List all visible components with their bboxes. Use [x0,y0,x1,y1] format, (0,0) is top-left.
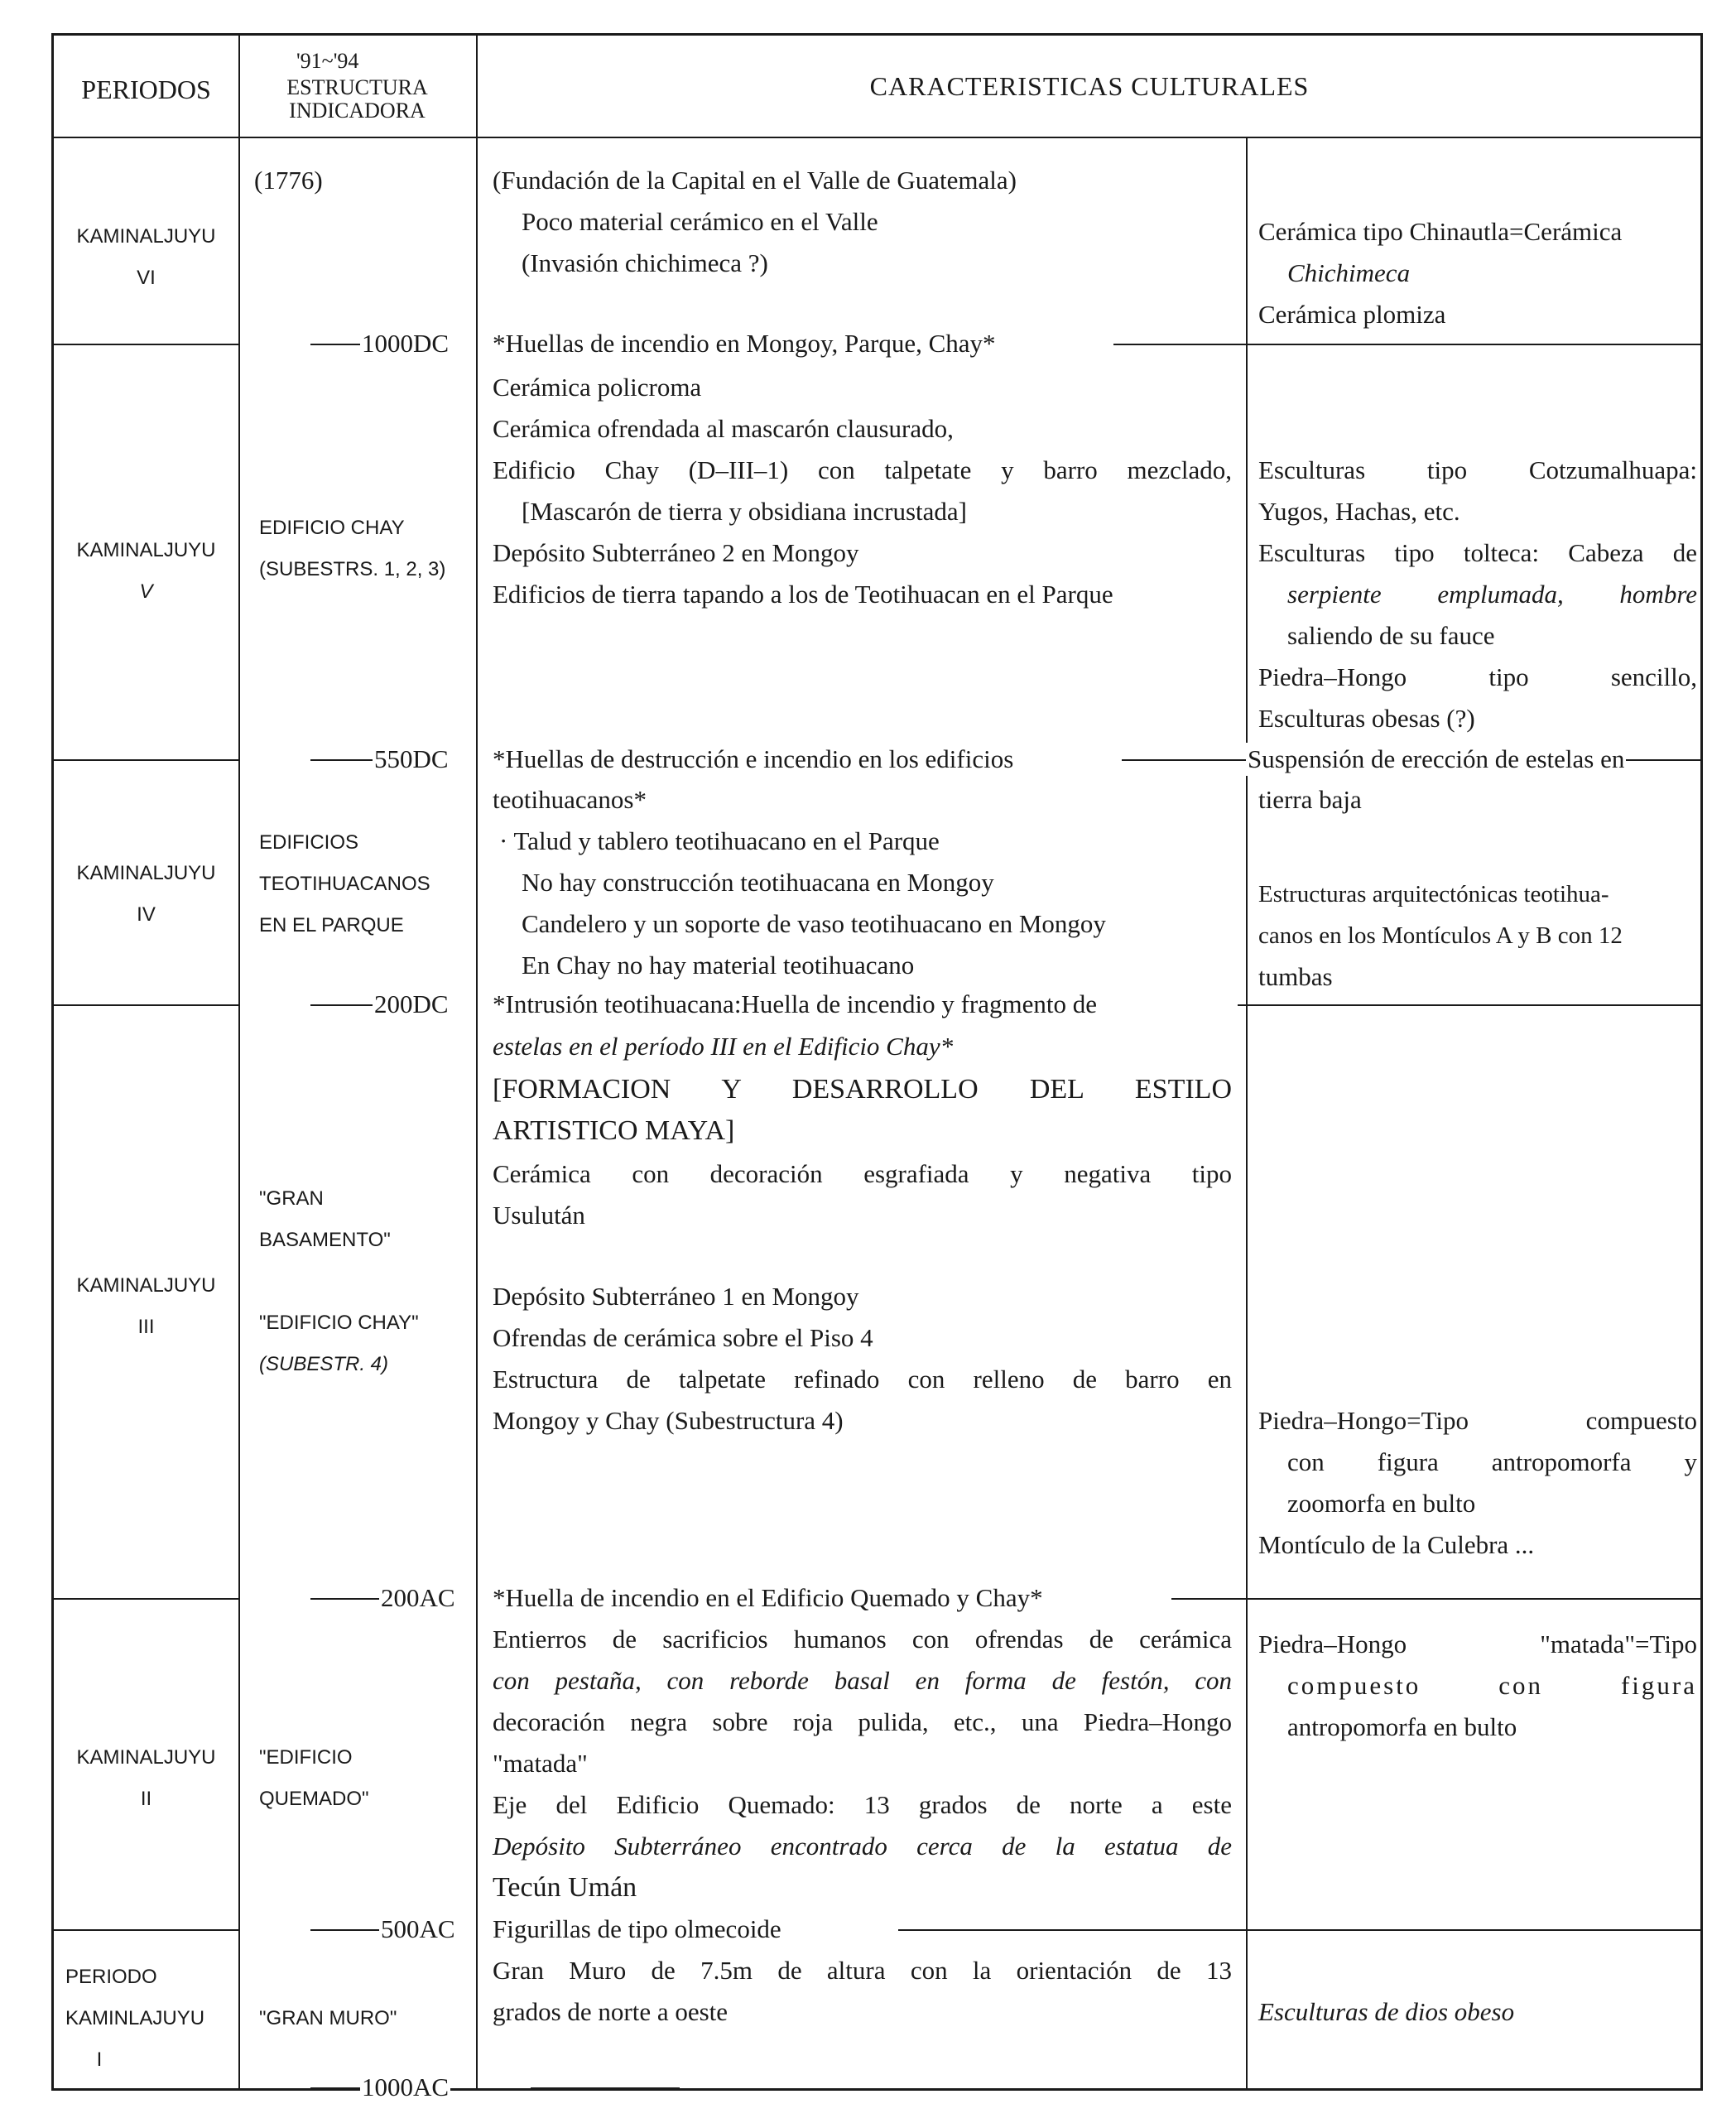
feature-line: saliendo de su fauce [1287,621,1495,650]
feature-line: compuesto con figura [1287,1671,1697,1700]
period-numeral: VI [137,267,156,289]
characteristic-line: grados de norte a oeste [493,1997,729,2026]
period-divider [54,344,238,345]
characteristic-line: decoración negra sobre roja pulida, etc., una Piedra–Hongo [493,1707,1232,1736]
feature-line: Piedra–Hongo tipo sencillo, [1258,662,1697,691]
date-label: 200AC [379,1581,457,1615]
feature-line: Cerámica tipo Chinautla=Cerámica [1258,217,1623,246]
column-divider [1246,138,1248,2088]
column-divider [238,36,240,2088]
date-label: 1000DC [360,327,450,360]
structure-label: (SUBESTR. 4) [259,1353,389,1375]
characteristic-line: · Talud y tablero teotihuacano en el Parque [499,826,940,855]
feature-line: Esculturas obesas (?) [1258,704,1475,733]
characteristic-line: ARTISTICO MAYA] [493,1115,735,1146]
feature-line: tierra baja [1258,785,1362,814]
period-name: KAMINALJUYU [76,862,216,884]
structure-label: EDIFICIOS [259,831,359,854]
characteristic-line: (Invasión chichimeca ?) [522,248,768,277]
feature-line: Esculturas tipo tolteca: Cabeza de [1258,538,1697,567]
period-name: KAMINALJUYU [76,1274,216,1297]
period-numeral: I [96,2048,103,2071]
feature-line: zoomorfa en bulto [1287,1489,1476,1518]
structure-label: EDIFICIO CHAY [259,517,405,539]
feature-line: serpiente emplumada, hombre [1287,580,1697,609]
structure-label: "EDIFICIO [259,1746,353,1769]
period-divider [54,1004,238,1006]
characteristic-line: Cerámica ofrendada al mascarón clausurado, [493,414,954,443]
characteristic-line: Candelero y un soporte de vaso teotihuacano en Mongoy [522,909,1106,938]
event-line: Figurillas de tipo olmecoide [491,1913,783,1946]
feature-line: Estructuras arquitectónicas teotihua- [1258,881,1609,907]
characteristic-line: teotihuacanos* [493,785,647,814]
characteristic-line: Eje del Edificio Quemado: 13 grados de norte a este [493,1790,1232,1819]
header-estructura-years: '91~'94 [296,49,359,73]
period-numeral: V [139,580,153,603]
characteristic-line: Gran Muro de 7.5m de altura con la orientación de 13 [493,1956,1232,1985]
period-divider [1238,1004,1700,1006]
feature-line: Piedra–Hongo "matada"=Tipo [1258,1630,1697,1658]
header-indicadora: INDICADORA [289,99,426,123]
period-name: KAMINALJUYU [76,539,216,561]
characteristic-line: Depósito Subterráneo 1 en Mongoy [493,1282,859,1311]
period-divider [898,1929,1700,1931]
period-numeral: III [137,1316,155,1338]
period-numeral: II [140,1788,152,1810]
characteristic-line: Estructura de talpetate refinado con relleno de barro en [493,1365,1232,1394]
characteristic-line: con pestaña, con reborde basal en forma de festón, con [493,1666,1232,1695]
characteristic-line: Depósito Subterráneo encontrado cerca de la estatua de [493,1832,1232,1861]
period-name: KAMINALJUYU [76,225,216,248]
period-divider [54,1598,238,1600]
event-line: *Intrusión teotihuacana:Huella de incendio y fragmento de [491,988,1099,1021]
period-divider [1113,344,1700,345]
structure-label: EN EL PARQUE [259,914,404,936]
feature-line: Chichimeca [1287,258,1411,287]
characteristic-line: Tecún Umán [493,1872,637,1903]
period-divider [54,759,238,761]
feature-line: antropomorfa en bulto [1287,1712,1517,1741]
feature-line: Piedra–Hongo=Tipo compuesto [1258,1406,1697,1435]
feature-line: con figura antropomorfa y [1287,1447,1697,1476]
characteristic-line: (Fundación de la Capital en el Valle de Guatemala) [493,166,1017,195]
characteristic-line: Mongoy y Chay (Subestructura 4) [493,1406,844,1435]
feature-line: Esculturas de dios obeso [1258,1997,1515,2026]
characteristic-line: En Chay no hay material teotihuacano [522,951,915,980]
date-label: 500AC [379,1913,457,1946]
characteristic-line: Edificios de tierra tapando a los de Teotihuacan en el Parque [493,580,1113,609]
period-numeral: IV [137,903,156,926]
structure-label: (1776) [254,166,323,195]
date-label: 200DC [373,988,450,1021]
characteristic-line: Ofrendas de cerámica sobre el Piso 4 [493,1323,873,1352]
feature-line: Cerámica plomiza [1258,300,1446,329]
characteristic-line: [Mascarón de tierra y obsidiana incrustada] [522,497,967,526]
characteristic-line: Usulután [493,1201,585,1230]
characteristic-line: Cerámica policroma [493,373,702,402]
structure-label: "GRAN [259,1187,324,1210]
structure-label: "GRAN MURO" [259,2007,397,2029]
feature-line: Yugos, Hachas, etc. [1258,497,1460,526]
header-divider [54,137,1700,138]
characteristic-line: Poco material cerámico en el Valle [522,207,878,236]
header-estructura: ESTRUCTURA [286,75,428,99]
characteristic-line: Entierros de sacrificios humanos con ofrendas de cerámica [493,1625,1232,1654]
feature-line: Suspensión de erección de estelas en [1246,743,1626,776]
date-label: 1000AC [360,2071,450,2104]
period-name: KAMINALJUYU [76,1746,216,1769]
feature-line: Esculturas tipo Cotzumalhuapa: [1258,455,1697,484]
period-name: KAMINLAJUYU [65,2007,205,2029]
feature-line: canos en los Montículos A y B con 12 [1258,922,1623,949]
structure-label: BASAMENTO" [259,1229,391,1251]
period-name: PERIODO [65,1966,157,1988]
header-caracteristicas: CARACTERISTICAS CULTURALES [869,71,1310,101]
structure-label: "EDIFICIO CHAY" [259,1312,419,1334]
date-tick [531,2087,680,2089]
characteristic-line: No hay construcción teotihuacana en Mongoy [522,868,994,897]
feature-line: tumbas [1258,962,1333,991]
characteristic-line: estelas en el período III en el Edificio Chay* [493,1032,954,1061]
chronology-table [51,33,1703,2101]
structure-label: QUEMADO" [259,1788,369,1810]
date-label: 550DC [373,743,450,776]
event-line: *Huella de incendio en el Edificio Quemado y Chay* [491,1581,1045,1615]
characteristic-line: [FORMACION Y DESARROLLO DEL ESTILO [493,1074,1232,1105]
event-line: *Huellas de incendio en Mongoy, Parque, Chay* [491,327,998,360]
characteristic-line: Edificio Chay (D–III–1) con talpetate y barro mezclado, [493,455,1232,484]
header-periodos: PERIODOS [81,75,211,104]
column-divider [476,36,478,2088]
period-divider [1171,1598,1700,1600]
structure-label: TEOTIHUACANOS [259,873,430,895]
feature-line: Montículo de la Culebra ... [1258,1530,1535,1559]
period-divider [54,1929,238,1931]
characteristic-line: Depósito Subterráneo 2 en Mongoy [493,538,859,567]
structure-label: (SUBESTRS. 1, 2, 3) [259,558,446,580]
characteristic-line: Cerámica con decoración esgrafiada y negativa tipo [493,1159,1232,1188]
event-line: *Huellas de destrucción e incendio en los edificios [491,743,1015,776]
characteristic-line: "matada" [493,1749,588,1778]
